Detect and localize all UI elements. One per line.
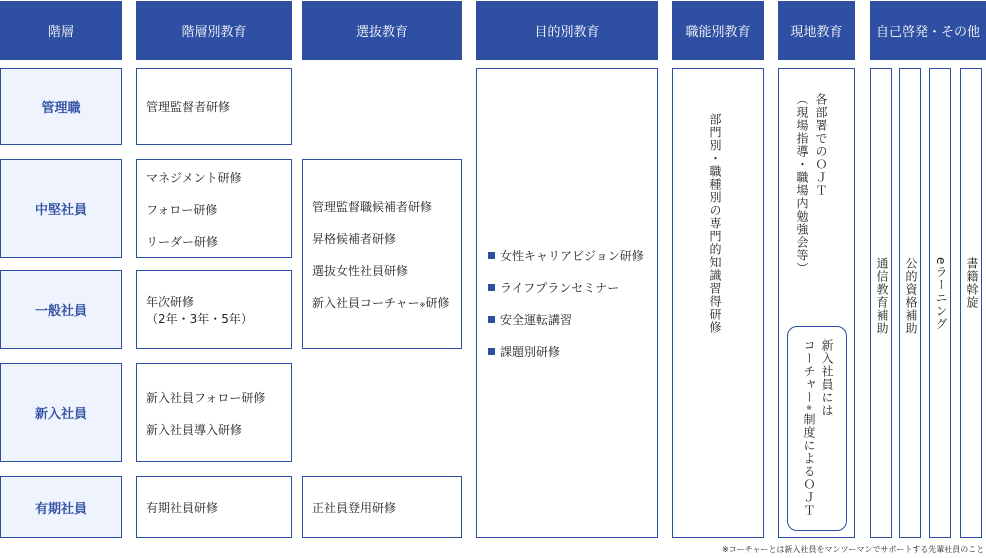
selection-middle-box [302,159,462,349]
header-purpose [476,1,658,60]
header-level-based-label: 階層別教育 [181,25,247,40]
purpose-item [488,343,560,360]
level-based-mid-item: マネジメント研修 [146,171,242,185]
selection-item: 選抜女性社員研修 [312,264,409,278]
self-dev-text: 通信教育補助 [875,257,889,335]
onsite-box [778,68,855,538]
bullet-square-icon [488,284,495,291]
level-based-fixed-item: 有期社員研修 [146,501,219,515]
level-based-new-item: 新入社員フォロー研修 [146,391,266,405]
bullet-square-icon [488,252,495,259]
level-based-manager-box [136,68,292,145]
selection-item-coacher [312,294,450,311]
selection-fixed-item: 正社員登用研修 [312,501,397,515]
functional-text: 部門別・職種別の専門的知識習得研修 [708,113,722,334]
purpose-item [488,279,619,296]
level-new-label: 新入社員 [34,407,87,422]
level-based-mid-item: フォロー研修 [146,203,218,217]
level-manager-label: 管理職 [41,101,81,116]
self-dev-box-books [960,68,982,538]
header-onsite [778,1,855,60]
level-based-fixed-box [136,476,292,538]
coacher-ojt-mark: ※ [805,404,813,413]
selection-item: 昇格候補者研修 [312,232,397,246]
header-selection-label: 選抜教育 [355,25,408,40]
level-general-label: 一般社員 [34,304,87,319]
header-self-dev-label: 自己啓発・その他 [875,25,980,40]
coacher-ojt-mid: コーチャー [802,339,816,404]
bullet-square-icon [488,348,495,355]
level-manager [0,68,122,145]
self-dev-text: eラーニング [934,257,948,331]
level-new [0,363,122,462]
coacher-ojt-box [787,326,847,531]
selection-fixed-box [302,476,462,538]
header-functional-label: 職能別教育 [685,25,751,40]
header-functional [672,1,764,60]
footnote: ※コーチャーとは新入社員をマンツーマンでサポートする先輩社員のこと [722,545,985,554]
level-fixed-label: 有期社員 [34,501,87,517]
functional-box [672,68,764,538]
level-based-general-box [136,270,292,349]
purpose-item-label: 課題別研修 [500,345,561,359]
header-onsite-label: 現地教育 [790,25,843,40]
self-dev-box-elearning [929,68,951,538]
header-selection [302,1,462,60]
selection-coacher-suffix: 研修 [425,296,450,310]
level-based-new-item: 新入社員導入研修 [146,423,243,437]
onsite-main-text: 各部署でのＯＪＴ [814,93,828,197]
self-dev-box-correspondence [870,68,892,538]
self-dev-box-qualification [899,68,921,538]
header-level-label: 階層 [47,25,74,40]
purpose-box [476,68,658,538]
level-based-manager-item: 管理監督者研修 [146,100,231,114]
header-self-dev [870,1,986,60]
purpose-item-label: 安全運転講習 [500,313,573,327]
level-based-general-item: 年次研修 [146,295,195,309]
header-level [0,1,122,60]
selection-coacher-mark: ※ [419,301,426,309]
level-mid [0,159,122,258]
coacher-ojt-suffix: 制度によるＯＪＴ [802,413,816,517]
coacher-ojt-text-line2 [801,339,816,517]
level-general [0,270,122,349]
level-based-new-box [136,363,292,462]
header-level-based [136,1,292,60]
bullet-square-icon [488,316,495,323]
level-fixed [0,476,122,538]
purpose-item [488,311,572,328]
self-dev-text: 書籍斡旋 [965,257,979,309]
self-dev-text: 公的資格補助 [904,257,918,335]
selection-coacher-prefix: 新入社員コーチャー [312,296,420,310]
level-based-general-item-sub: （2年・3年・5年） [146,312,253,326]
level-based-mid-item: リーダー研修 [146,235,219,249]
coacher-ojt-text-line1: 新入社員には [820,339,834,417]
level-mid-label: 中堅社員 [34,203,87,218]
onsite-sub-text: （現場指導・職場内勉強会等） [795,93,809,275]
purpose-item-label: 女性キャリアビジョン研修 [500,249,644,263]
header-purpose-label: 目的別教育 [534,25,600,40]
selection-item: 管理監督職候補者研修 [312,200,433,214]
purpose-item-label: ライフプランセミナー [500,281,620,295]
purpose-item [488,247,644,264]
level-based-mid-box [136,159,292,258]
